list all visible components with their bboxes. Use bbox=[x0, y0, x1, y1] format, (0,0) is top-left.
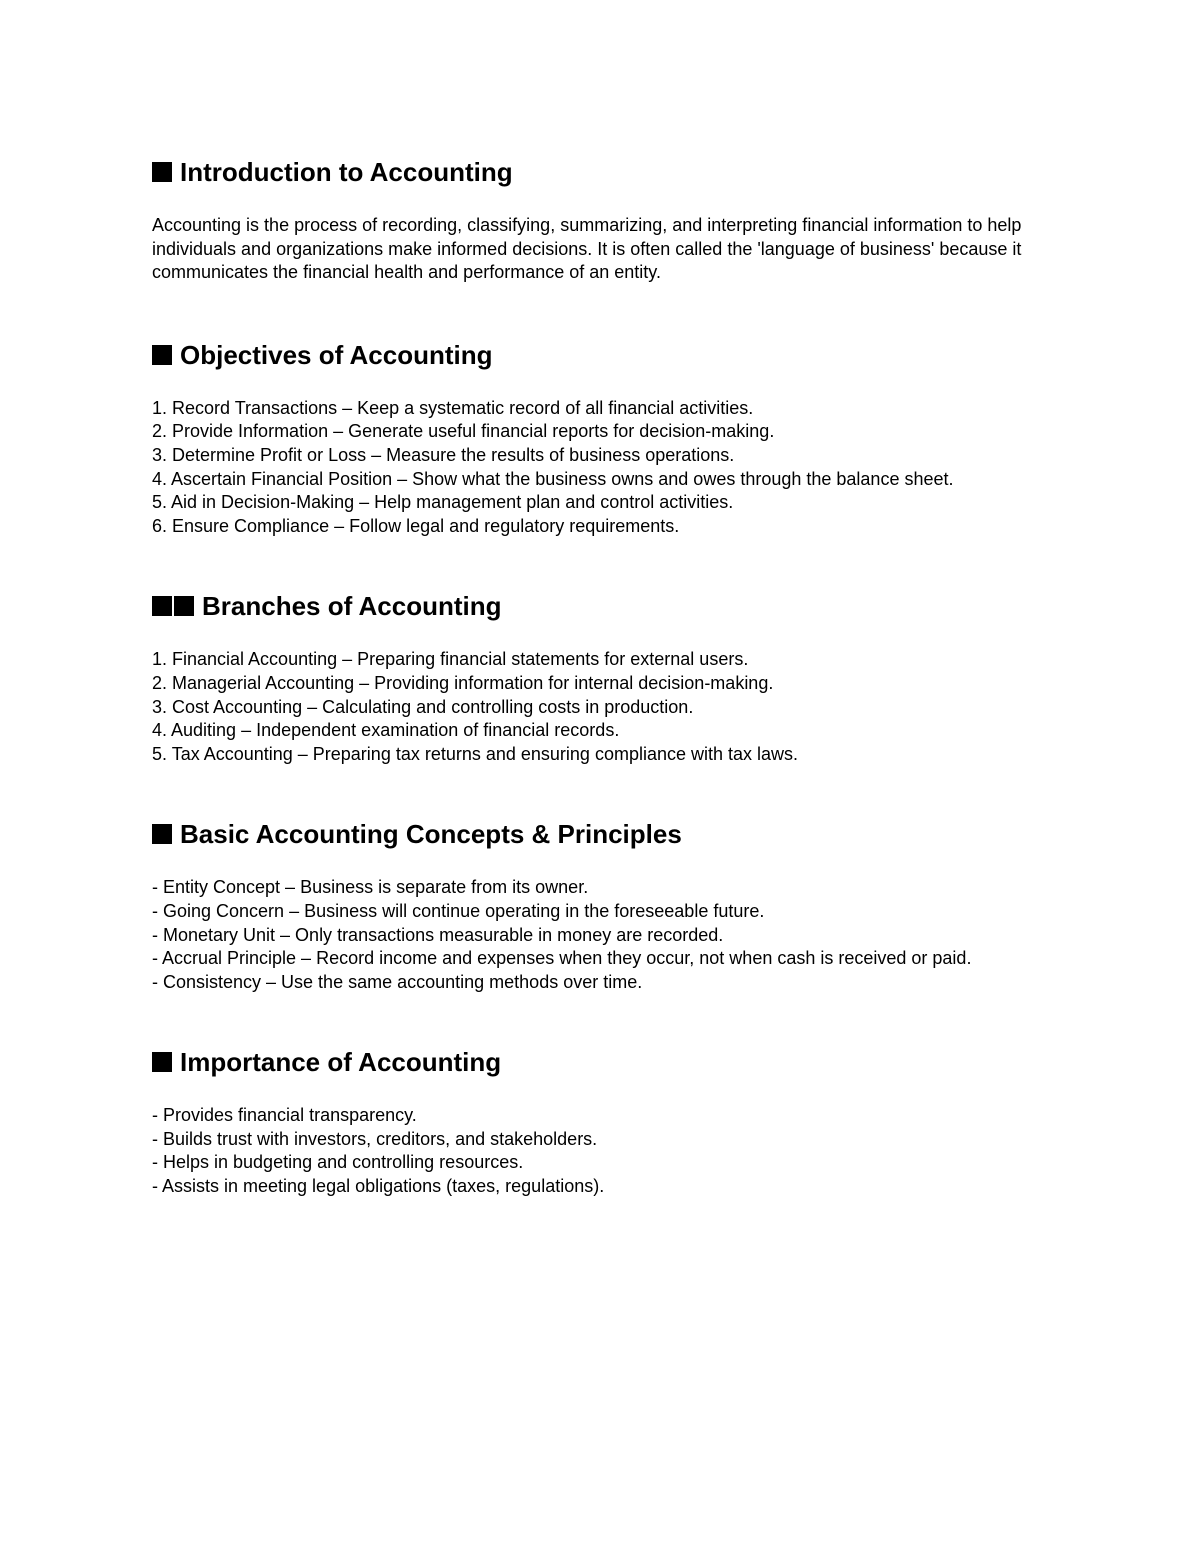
section-title: Branches of Accounting bbox=[202, 591, 502, 622]
section-heading bbox=[152, 584, 1092, 628]
list-item: 4. Ascertain Financial Position – Show what the business owns and owes through the balance sheet. bbox=[152, 468, 954, 489]
section-importance bbox=[152, 1040, 1092, 1198]
section-title: Basic Accounting Concepts & Principles bbox=[180, 819, 682, 850]
list-item: - Consistency – Use the same accounting methods over time. bbox=[152, 971, 643, 992]
list-item: 6. Ensure Compliance – Follow legal and regulatory requirements. bbox=[152, 515, 680, 536]
section-branches bbox=[152, 584, 1092, 766]
section-title: Importance of Accounting bbox=[180, 1047, 502, 1078]
square-bullet-icon bbox=[152, 824, 172, 844]
section-heading bbox=[152, 812, 1092, 856]
list-item: 3. Determine Profit or Loss – Measure the results of business operations. bbox=[152, 444, 735, 465]
section-objectives bbox=[152, 333, 1092, 539]
list-item: - Provides financial transparency. bbox=[152, 1105, 417, 1126]
document-page bbox=[152, 150, 1092, 1199]
importance-list bbox=[152, 1104, 1092, 1198]
list-item: 2. Managerial Accounting – Providing information for internal decision-making. bbox=[152, 672, 774, 693]
branches-list bbox=[152, 648, 1092, 766]
section-concepts bbox=[152, 812, 1092, 994]
list-item: - Accrual Principle – Record income and expenses when they occur, not when cash is received or paid. bbox=[152, 948, 972, 969]
list-item: 5. Tax Accounting – Preparing tax returns and ensuring compliance with tax laws. bbox=[152, 743, 799, 764]
list-item: - Builds trust with investors, creditors, and stakeholders. bbox=[152, 1128, 598, 1149]
square-bullet-icon bbox=[152, 162, 172, 182]
intro-paragraph: Accounting is the process of recording, classifying, summarizing, and interpreting financial information to help individuals and organizations make informed decisions. It is often called the 'language of business' because it communicates the financial health and performance of an entity. bbox=[152, 215, 1022, 283]
list-item: - Helps in budgeting and controlling resources. bbox=[152, 1152, 524, 1173]
list-item: - Monetary Unit – Only transactions measurable in money are recorded. bbox=[152, 924, 724, 945]
concepts-list bbox=[152, 876, 1092, 994]
list-item: 1. Record Transactions – Keep a systematic record of all financial activities. bbox=[152, 397, 754, 418]
list-item: 3. Cost Accounting – Calculating and controlling costs in production. bbox=[152, 696, 694, 717]
square-bullet-icon bbox=[152, 596, 172, 616]
square-bullet-icon bbox=[174, 596, 194, 616]
list-item: - Assists in meeting legal obligations (taxes, regulations). bbox=[152, 1176, 605, 1197]
square-bullet-icon bbox=[152, 345, 172, 365]
section-title: Objectives of Accounting bbox=[180, 339, 493, 370]
section-heading bbox=[152, 1040, 1092, 1084]
list-item: - Entity Concept – Business is separate from its owner. bbox=[152, 877, 589, 898]
list-item: 4. Auditing – Independent examination of financial records. bbox=[152, 720, 620, 741]
list-item: 1. Financial Accounting – Preparing financial statements for external users. bbox=[152, 649, 749, 670]
square-bullet-icon bbox=[152, 1052, 172, 1072]
list-item: 5. Aid in Decision-Making – Help management plan and control activities. bbox=[152, 492, 734, 513]
section-heading bbox=[152, 150, 1092, 194]
list-item: 2. Provide Information – Generate useful financial reports for decision-making. bbox=[152, 421, 775, 442]
section-introduction bbox=[152, 150, 1092, 285]
section-heading bbox=[152, 333, 1092, 377]
section-title: Introduction to Accounting bbox=[180, 157, 513, 187]
list-item: - Going Concern – Business will continue operating in the foreseeable future. bbox=[152, 900, 765, 921]
objectives-list bbox=[152, 397, 1092, 539]
